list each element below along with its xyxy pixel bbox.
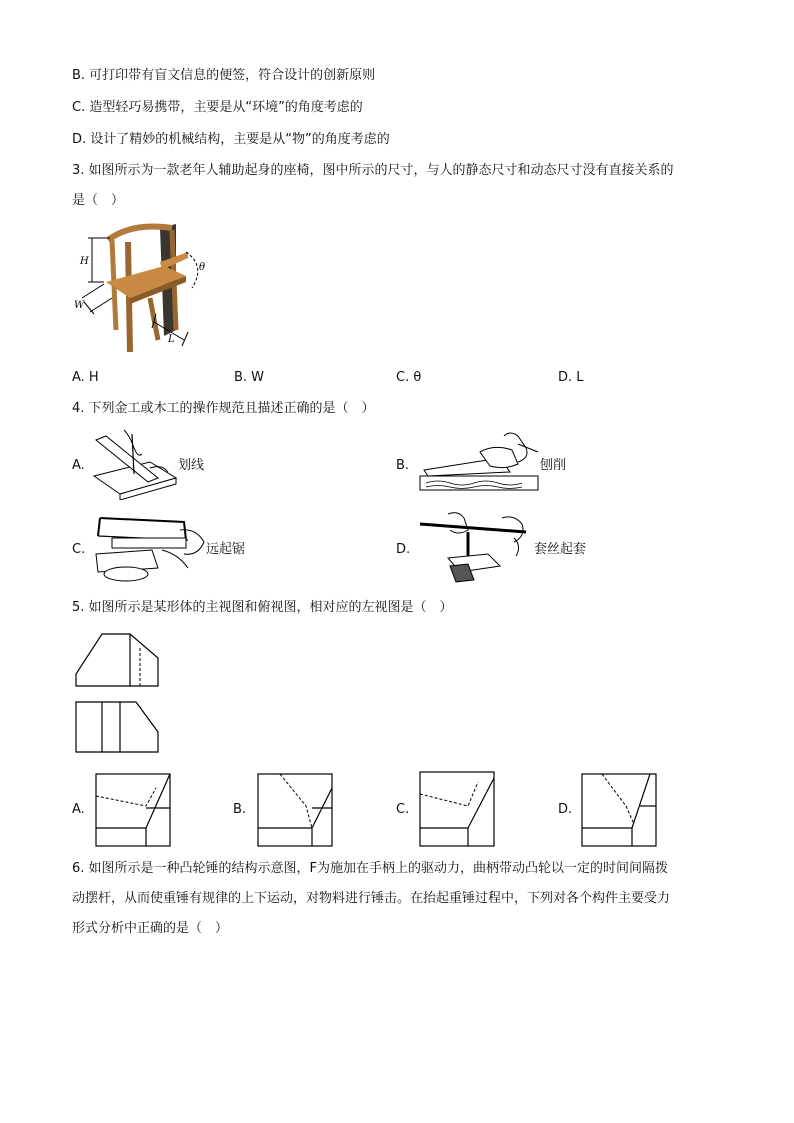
q4-option-d-caption: 套丝起套 xyxy=(534,542,587,557)
q5-option-b-letter[interactable]: B. xyxy=(233,802,247,817)
q4-option-d-letter[interactable]: D. xyxy=(396,542,411,557)
question-5-stem: 5. 如图所示是某形体的主视图和俯视图，相对应的左视图是（ ） xyxy=(72,600,453,615)
q5-option-a-letter[interactable]: A. xyxy=(72,802,85,817)
option-d-text: D. 设计了精妙的机械结构，主要是从“物”的角度考虑的 xyxy=(72,132,390,147)
question-6-stem-line3: 形式分析中正确的是（ ） xyxy=(72,921,229,936)
q4-option-b-letter[interactable]: B. xyxy=(396,458,410,473)
marking-line-figure xyxy=(90,428,180,500)
chair-figure xyxy=(72,218,212,358)
planing-figure xyxy=(418,430,540,502)
dimension-h-label: H xyxy=(80,256,89,267)
question-4-stem: 4. 下列金工或木工的操作规范且描述正确的是（ ） xyxy=(72,401,375,416)
question-3-stem: 3. 如图所示为一款老年人辅助起身的座椅，图中所示的尺寸，与人的静态尺寸和动态尺寸没有直接关系的 xyxy=(72,163,674,178)
q3-option-b[interactable]: B. W xyxy=(234,370,265,385)
question-6-stem-line1: 6. 如图所示是一种凸轮锤的结构示意图，F为施加在手柄上的驱动力，曲柄带动凸轮以一定的时间间隔拨 xyxy=(72,861,669,876)
q5-option-c-figure[interactable] xyxy=(418,770,498,848)
q4-option-a-caption: 划线 xyxy=(178,458,205,473)
q3-option-d[interactable]: D. L xyxy=(558,370,584,385)
q5-option-d-letter[interactable]: D. xyxy=(558,802,573,817)
q4-option-c-letter[interactable]: C. xyxy=(72,542,86,557)
dimension-l-label: L xyxy=(168,334,175,345)
dimension-w-label: W xyxy=(74,300,85,311)
dimension-theta-label: θ xyxy=(199,262,206,273)
q5-option-b-figure[interactable] xyxy=(256,772,336,848)
q5-option-d-figure[interactable] xyxy=(580,772,660,848)
q4-option-c-caption: 远起锯 xyxy=(206,542,246,557)
question-6-stem-line2: 动摆杆，从而使重锤有规律的上下运动，对物料进行锤击。在抬起重锤过程中，下列对各个构件主要受力 xyxy=(72,891,671,906)
q4-option-a-letter[interactable]: A. xyxy=(72,458,85,473)
q4-option-b-caption: 刨削 xyxy=(540,458,567,473)
option-b-text: B. 可打印带有盲文信息的便签，符合设计的创新原则 xyxy=(72,68,376,83)
hacksaw-figure xyxy=(92,510,208,586)
question-3-stem-cont: 是（ ） xyxy=(72,193,125,208)
q3-option-a[interactable]: A. H xyxy=(72,370,99,385)
top-view-figure xyxy=(72,698,164,758)
q3-option-c[interactable]: C. θ xyxy=(396,370,422,385)
front-view-figure xyxy=(72,628,164,692)
q5-option-c-letter[interactable]: C. xyxy=(396,802,410,817)
threading-figure xyxy=(418,510,530,588)
option-c-text: C. 造型轻巧易携带，主要是从“环境”的角度考虑的 xyxy=(72,100,363,115)
q5-option-a-figure[interactable] xyxy=(94,772,174,848)
